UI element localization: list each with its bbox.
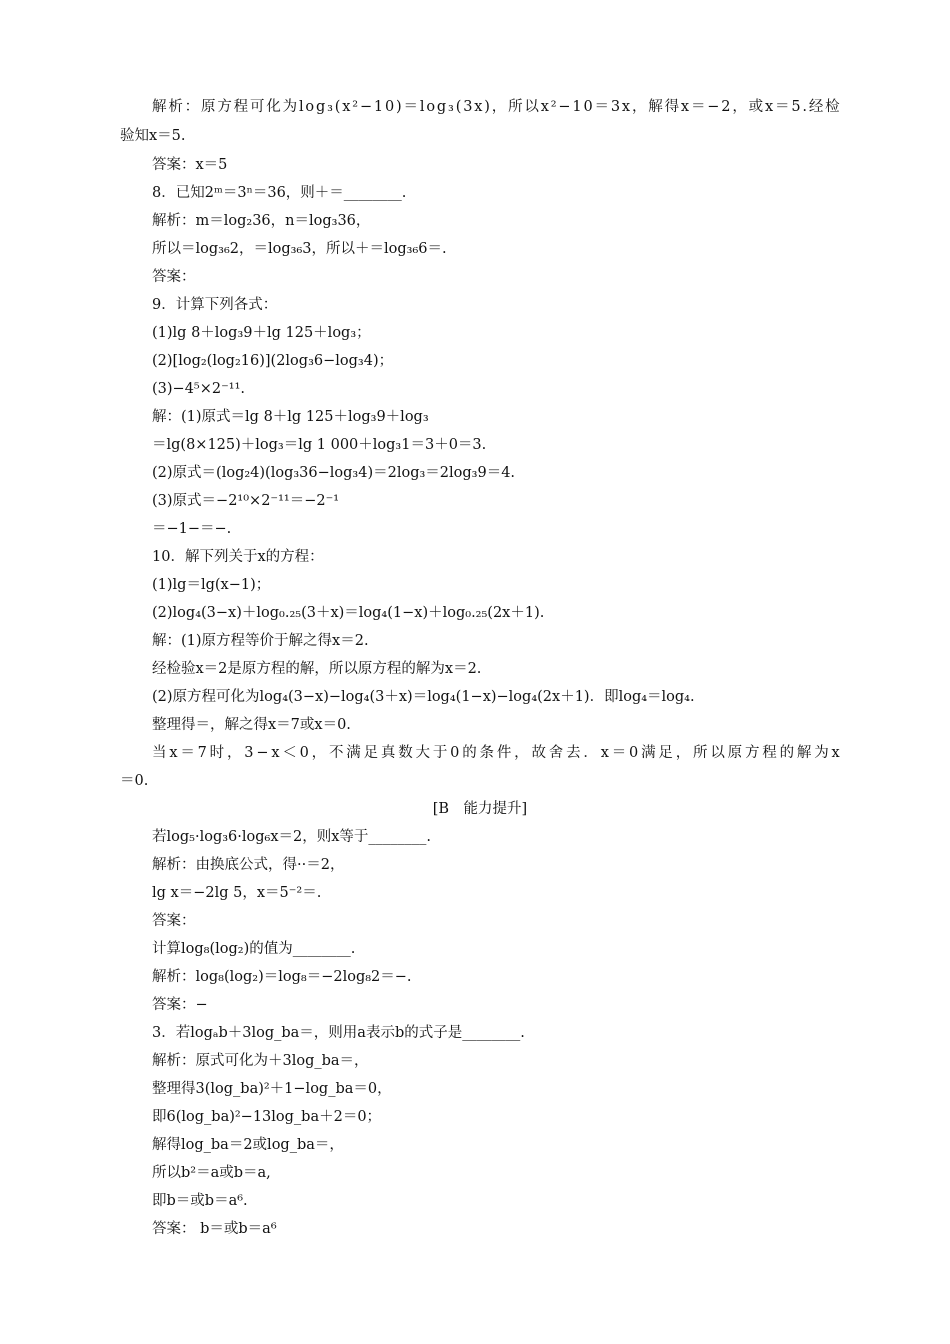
text-line: (1)lg＝lg(x−1)； xyxy=(152,577,271,593)
text-line: (2)原方程可化为log₄(3−x)−log₄(3＋x)＝log₄(1−x)−log₄(2x＋1)．即log₄＝log₄. xyxy=(152,689,695,705)
text-line xyxy=(152,97,840,117)
text-line-content: 解 析 ： 原 方 程 可 化 为 l o g ₃ ( x ² − 1 0 ) ＝ l o g ₃ ( 3 x ) ， 所 以 x ² − 1 0 ＝ 3 x ， 解 得 x ＝ − 2 ， 或 x ＝ 5 . 经 检 xyxy=(152,99,840,115)
question-9: 9．计算下列各式： xyxy=(152,297,278,313)
text-line: (1)lg 8＋log₃9＋lg 125＋log₃； xyxy=(152,325,371,341)
text-line: 所以b²＝a或b＝a, xyxy=(152,1165,271,1181)
text-line: (2)原式＝(log₂4)(log₃36−log₃4)＝2log₃＝2log₃9＝4. xyxy=(152,465,516,481)
text-line: 解：(1)原式＝lg 8＋lg 125＋log₃9＋log₃ xyxy=(152,409,429,425)
question-10: 10．解下列关于x的方程： xyxy=(152,549,324,565)
text-line: 验知x＝5. xyxy=(120,128,186,144)
text-line: 解得log_ba＝2或log_ba＝， xyxy=(152,1137,344,1153)
text-line: 计算log₈(log₂)的值为________. xyxy=(152,941,356,957)
text-line: lg x＝−2lg 5，x＝5⁻²＝. xyxy=(152,885,322,901)
text-line: 所以＝log₃₆2，＝log₃₆3，所以＋＝log₃₆6＝. xyxy=(152,241,447,257)
text-line: 解：(1)原方程等价于解之得x＝2. xyxy=(152,633,369,649)
text-line-content: 当 x ＝ 7 时 ， 3 − x ＜ 0 ， 不 满 足 真 数 大 于 0 的 条 件 ， 故 舍 去 ． x ＝ 0 满 足 ， 所 以 原 方 程 的 解 为 x xyxy=(152,745,840,761)
text-line: 解析：log₈(log₂)＝log₈＝−2log₈2＝−. xyxy=(152,969,412,985)
text-line: (3)原式＝−2¹⁰×2⁻¹¹＝−2⁻¹ xyxy=(152,493,340,509)
text-line: 解析：原式可化为＋3log_ba＝， xyxy=(152,1053,369,1069)
text-line: (3)−4⁵×2⁻¹¹. xyxy=(152,381,245,397)
text-line: 解析：m＝log₂36，n＝log₃36， xyxy=(152,213,371,229)
text-line: 整理得3(log_ba)²＋1−log_ba＝0， xyxy=(152,1081,392,1097)
text-line: ＝0. xyxy=(120,773,149,789)
text-line: (2)log₄(3−x)＋log₀.₂₅(3＋x)＝log₄(1−x)＋log₀.₂₅(2x＋1). xyxy=(152,605,545,621)
text-line: 答案：x＝5 xyxy=(152,157,228,173)
text-line: 即b＝或b＝a⁶. xyxy=(152,1193,248,1209)
text-line: 即6(log_ba)²−13log_ba＋2＝0； xyxy=(152,1109,382,1125)
text-line: ＝lg(8×125)＋log₃＝lg 1 000＋log₃1＝3＋0＝3. xyxy=(152,437,487,453)
text-line: 解析：由换底公式，得··＝2， xyxy=(152,857,345,873)
text-line: 答案：− xyxy=(152,997,208,1013)
text-line: (2)[log₂(log₂16)](2log₃6−log₃4)； xyxy=(152,353,394,369)
text-line: 答案： xyxy=(152,913,196,929)
question-3: 3．若logₐb＋3log_ba＝，则用a表示b的式子是________. xyxy=(152,1025,525,1041)
text-line: ＝−1−＝−. xyxy=(152,521,232,537)
section-heading: [B 能力提升] xyxy=(432,801,528,817)
text-line xyxy=(152,743,840,763)
question-8: 8．已知2ᵐ＝3ⁿ＝36，则＋＝________. xyxy=(152,185,407,201)
text-line: 整理得＝，解之得x＝7或x＝0. xyxy=(152,717,351,733)
text-line: 答案： xyxy=(152,269,196,285)
text-line: 经检验x＝2是原方程的解，所以原方程的解为x＝2. xyxy=(152,661,482,677)
text-line: 若log₅·log₃6·log₆x＝2，则x等于________. xyxy=(152,829,432,845)
text-line: 答案： b＝或b＝a⁶ xyxy=(152,1221,277,1237)
